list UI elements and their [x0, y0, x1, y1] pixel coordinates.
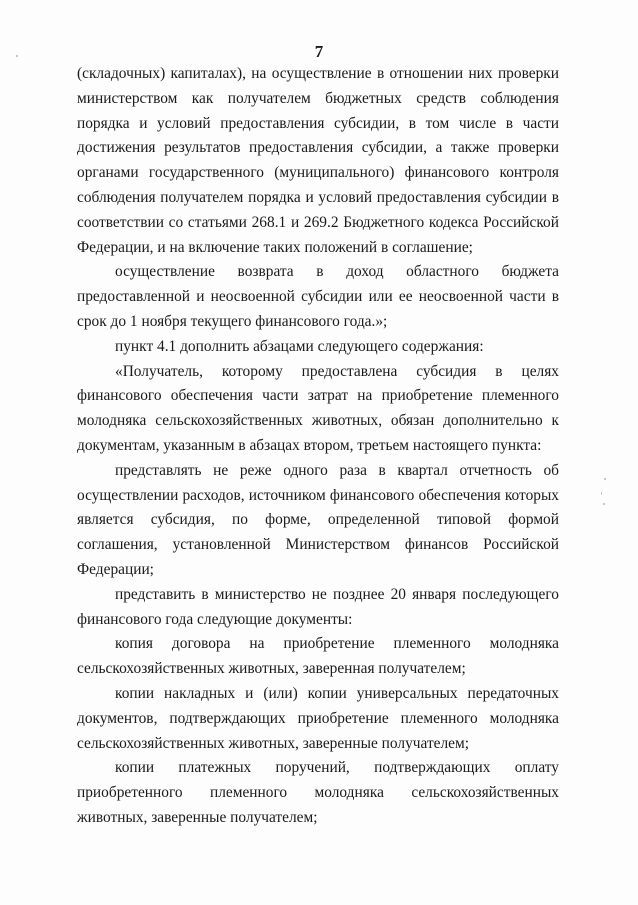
paragraph-5: представлять не реже одного раза в квартал отчетность об осуществлении расходов, источником финансового обеспечения которых является субсидия, по форме, определенной типовой формой соглашения, установленной Министерством финансов Российской Федерации;: [77, 461, 559, 578]
paragraph-1: (складочных) капиталах), на осуществление в отношении них проверки министерством как получателем бюджетных средств соблюдения порядка и условий предоставления субсидии, в том числе в части достижения результатов предоставления субсидии, а также проверки органами государственного (муниципального) финансового контроля соблюдения получателем порядка и условий предоставления субсидии в соответствии со статьями 268.1 и 269.2 Бюджетного кодекса Российской Федерации, и на включение таких положений в соглашение;: [77, 65, 559, 256]
scan-speck: [16, 55, 18, 57]
scan-speck: [601, 492, 602, 495]
paragraph-6: представить в министерство не позднее 20 января последующего финансового года следующие документы:: [77, 585, 559, 628]
paragraph-4: «Получатель, которому предоставлена субсидия в целях финансового обеспечения части затрат на приобретение племенного молодняка сельскохозяйственных животных, обязан дополнительно к документам, указанным в абзацах втором, третьем настоящего пункта:: [77, 362, 559, 454]
scan-speck: [604, 478, 606, 480]
paragraph-2: осуществление возврата в доход областного бюджета предоставленной и неосвоенной субсидии или ее неосвоенной части в срок до 1 ноября текущего финансового года.»;: [77, 263, 559, 330]
document-body: [77, 62, 559, 831]
page-number: 7: [314, 42, 324, 61]
paragraph-3: пункт 4.1 дополнить абзацами следующего содержания:: [115, 337, 484, 355]
scan-speck: [603, 503, 605, 505]
paragraph-7: копия договора на приобретение племенного молодняка сельскохозяйственных животных, заверенная получателем;: [77, 635, 559, 678]
paragraph-9: копии платежных поручений, подтверждающих оплату приобретенного племенного молодняка сельскохозяйственных животных, заверенные получателем;: [77, 759, 559, 826]
paragraph-8: копии накладных и (или) копии универсальных передаточных документов, подтверждающих приобретение племенного молодняка сельскохозяйственных животных, заверенные получателем;: [77, 684, 559, 752]
